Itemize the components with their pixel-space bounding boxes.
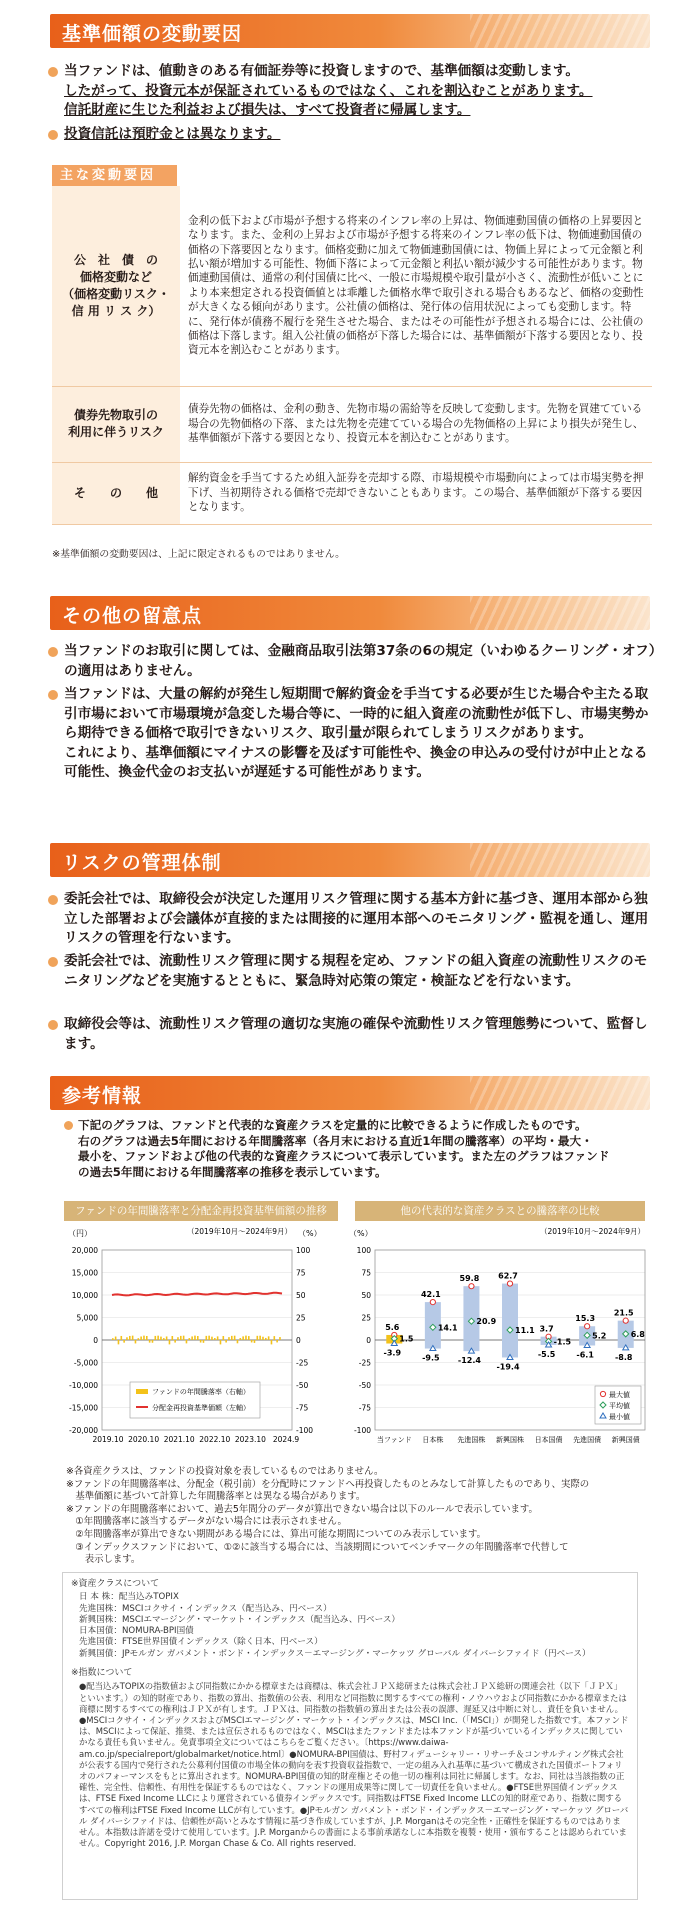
y-axis-label-left: （円） — [68, 1229, 92, 1238]
range-bar — [502, 1284, 518, 1358]
max-marker — [623, 1318, 628, 1323]
return-bar — [203, 1340, 205, 1343]
avg-value-label: 11.1 — [515, 1326, 535, 1336]
bullet-dot-icon — [64, 1121, 73, 1130]
y-tick-label-left: 5,000 — [76, 1313, 98, 1323]
return-bar — [191, 1336, 193, 1340]
return-bar — [152, 1340, 154, 1343]
return-bar — [279, 1337, 281, 1340]
max-marker — [469, 1284, 474, 1289]
y-tick-label-right: 75 — [296, 1268, 306, 1278]
header-stripe-decoration — [470, 596, 650, 630]
x-tick-label: 2024.9 — [272, 1435, 300, 1444]
return-bar — [225, 1340, 227, 1343]
bullet-text: 当ファンドは、大量の解約が発生し短期間で解約資金を手当てする必要が生じた場合や主たる取引市場において市場環境が急変した場合等に、一時的に組入資産の流動性が低下し、市場実勢から期待できる価格で取引できないリスク、取引量が限られてしまうリスクがあります。 — [64, 686, 649, 741]
return-bar — [129, 1336, 131, 1340]
max-value-label: 5.6 — [385, 1322, 400, 1332]
index-disclaimer: ●配当込みTOPIXの指数値および同指数にかかる標章または商標は、株式会社ＪＰＸ総研または株式会社ＪＰＸ総研の関連会社（以下「ＪＰＸ」といいます。）の知的財産であり、指数の算出、指数値の公表、利用など同指数に関するすべての権利・ノウハウおよび同指数にかかる標章または商標に関するすべての権利はＪＰＸが有します。ＪＰＸは、同指数の指数値の算出または公表の誤謬、遅延又は中断に対し、責任を負いません。●MSCIコクサイ・インデックスおよびMSCIエマージング・マーケット・インデックスは、MSCI Inc.（「MSCI」）が開発した指数です。本ファンドは、MSCIによって保証、推奨、または宣伝されるものではなく、MSCIはまたファンドまたは本ファンドが基づいているインデックスに関していかなる責任も負いません。免責事項全文についてはこちらをご覧ください。〔https://www.daiwa-am.co.jp/specialreport/globalmarket/notice.html〕●NOMURA-BPI国債は、野村フィデューシャリー・リサーチ＆コンサルティング株式会社が公表する国内で発行された公募利付国債の市場全体の動向を表す投資収益指数で、一定の組み入れ基準に基づいて構成された国債ポートフォリオのパフォーマンスをもとに算出されます。NOMURA-BPI国債の知的財産権とその他一切の権利は同社に帰属します。なお、同社は当該指数の正確性、完全性、信頼性、有用性を保証するものではなく、ファンドの運用成果等に関して一切責任を負いません。●FTSE世界国債インデックスは、FTSE Fixed Income LLCにより運営されている債券インデックスです。同指数はFTSE Fixed Income LLCの知的財産であり、指数に関するすべての権利はFTSE Fixed Income LLCが有しています。●JPモルガン ガバメント・ボンド・インデックス－エマージング・マーケッツ グローバル ダイバーシファイドは、信頼性が高いとみなす情報に基づき作成していますが、J.P. Morganはその完全性・正確性を保証するものではありません。本指数は許諾を受けて使用しています。J.P. Morganからの書面による事前承諾なしに本指数を複製・使用・頒布することは認められていません。Copyright 2016, J.P. Morgan Chase & Co. All rights reserved. — [79, 1681, 629, 1849]
bullet-dot-icon — [48, 1020, 58, 1030]
y-tick-label: 75 — [361, 1268, 371, 1278]
return-bar — [214, 1338, 216, 1340]
section-header-nav-fluctuation — [50, 14, 650, 48]
return-bar — [197, 1336, 199, 1340]
y-tick-label-left: -5,000 — [73, 1358, 98, 1368]
return-bar — [223, 1336, 225, 1340]
y-tick-label-left: 20,000 — [71, 1246, 98, 1255]
bullet-text: 委託会社では、流動性リスク管理に関する規程を定め、ファンドの組入資産の流動性リスクのモニタリングなどを実施するとともに、緊急時対応策の策定・検証などを行ないます。 — [64, 953, 648, 989]
x-tick-label: 2021.10 — [163, 1435, 195, 1444]
x-tick-label: 2020.10 — [128, 1435, 160, 1444]
risk-label-line: （価格変動リスク・ — [62, 286, 170, 301]
bullet-dot-icon — [48, 67, 58, 77]
return-bar — [143, 1336, 145, 1340]
min-value-label: -9.5 — [422, 1353, 440, 1363]
y-tick-label-left: -15,000 — [69, 1403, 98, 1413]
y-tick-label-right: 25 — [296, 1313, 306, 1323]
y-tick-label-left: 15,000 — [71, 1268, 98, 1278]
bullet-text-line: 当ファンドは、値動きのある有価証券等に投資しますので、基準価額は変動します。 — [64, 63, 579, 79]
return-bar — [140, 1336, 142, 1340]
avg-value-label: 6.8 — [630, 1329, 645, 1339]
return-bar — [163, 1338, 165, 1340]
return-bar — [248, 1336, 250, 1340]
bullet-text-line: 信託財産に生じた利益および損失は、すべて投資者に帰属します。 — [64, 102, 471, 118]
legend-bar-swatch — [136, 1389, 148, 1394]
bullet-dot-icon — [48, 647, 58, 657]
y-tick-label-right: -50 — [296, 1381, 309, 1390]
return-bar — [138, 1338, 140, 1340]
return-bar — [126, 1337, 128, 1340]
header-stripe-decoration — [470, 14, 650, 48]
return-bar — [186, 1340, 188, 1343]
bullet-liquidity-rules — [48, 952, 660, 991]
bullet-dot-icon — [48, 130, 58, 140]
return-bar — [180, 1336, 182, 1340]
max-value-label: 42.1 — [420, 1290, 441, 1300]
return-bar — [259, 1336, 261, 1340]
y-tick-label: 0 — [366, 1336, 371, 1345]
category-label: 先進国株 — [457, 1436, 486, 1444]
y-tick-label: 50 — [361, 1291, 371, 1300]
min-value-label: -12.4 — [457, 1356, 481, 1366]
return-bar — [135, 1340, 137, 1343]
note-line: ③インデックスファンドにおいて、①②に該当する場合には、当該期間についてベンチマークの年間騰落率で代替して — [66, 1541, 569, 1553]
risk-label-line: 債券先物取引の — [73, 408, 158, 422]
bullet-nav-fluctuation — [48, 62, 660, 121]
risk-label — [52, 462, 180, 524]
return-bar — [174, 1340, 176, 1343]
return-bar — [257, 1336, 259, 1340]
asset-class-heading: ※資産クラスについて — [71, 1579, 160, 1589]
note-line: 基準価額に基づいて計算した年間騰落率とは異なる場合があります。 — [66, 1491, 366, 1503]
note-line: 表示します。 — [66, 1554, 141, 1566]
return-bar — [276, 1340, 278, 1342]
note-line: ※ファンドの年間騰落率において、過去5年間分のデータが算出できない場合は以下のルールで表示しています。 — [66, 1503, 538, 1515]
index-heading: ※指数について — [71, 1668, 133, 1679]
y-tick-label-right: 0 — [296, 1336, 301, 1345]
min-value-label: -5.5 — [537, 1349, 556, 1359]
return-bar — [245, 1336, 247, 1340]
return-bar — [262, 1337, 264, 1340]
note-line: ※各資産クラスは、ファンドの投資対象を表しているものではありません。 — [66, 1466, 384, 1477]
risk-description: 債券先物の価格は、金利の動き、先物市場の需給等を反映して変動します。先物を買建てている場合の先物価格の下落、または先物を売建てている場合の先物価格の上昇により損失が発生し、基準価額が下落する要因となり、投資元本を割込むことがあります。 — [180, 386, 652, 462]
max-value-label: 3.7 — [539, 1324, 554, 1334]
max-value-label: 59.8 — [459, 1274, 480, 1284]
return-bar — [183, 1336, 185, 1340]
avg-value-label: 14.1 — [437, 1323, 458, 1333]
risk-factor-table — [52, 186, 652, 525]
category-label: 新興国株 — [496, 1436, 524, 1444]
y-axis-label-right: （%） — [298, 1229, 322, 1238]
return-bar — [121, 1336, 123, 1340]
risk-label-line: 信 用 リ ス ク） — [71, 303, 161, 318]
index-info-box — [62, 1572, 638, 1900]
y-tick-label-right: 100 — [296, 1246, 311, 1255]
max-marker — [585, 1324, 590, 1329]
intro-line: 最小を、ファンドおよび他の代表的な資産クラスについて表示しています。また左のグラフはファンド — [78, 1149, 610, 1163]
y-tick-label: -100 — [353, 1426, 371, 1435]
y-tick-label: 25 — [361, 1313, 371, 1323]
bullet-text: 投資信託は預貯金とは異なります。 — [64, 126, 281, 142]
max-value-label: 15.3 — [575, 1314, 596, 1324]
return-bar — [211, 1337, 213, 1340]
bullet-risk-policy — [48, 890, 660, 949]
intro-line: 右のグラフは過去5年間における年間騰落率（各月末における直近1年間の騰落率）の平均・最大・ — [78, 1133, 593, 1148]
section-header-risk-management — [50, 843, 650, 877]
return-bar — [166, 1336, 168, 1340]
note-line: ②年間騰落率が算出できない期間がある場合には、算出可能な期間についてのみ表示しています。 — [66, 1528, 486, 1540]
bullet-text: 委託会社では、取締役会が決定した運用リスク管理に関する基本方針に基づき、運用本部から独立した部署および会議体が直接的または間接的に運用本部へのモニタリング・監視を通し、運用リスクの管理を行ないます。 — [64, 891, 649, 946]
return-bar — [265, 1338, 267, 1340]
risk-label-line: 公 社 債 の — [73, 252, 158, 267]
bullet-dot-icon — [48, 690, 58, 700]
risk-label-line: 利用に伴うリスク — [68, 425, 164, 439]
return-bar — [254, 1340, 256, 1343]
return-bar — [208, 1336, 210, 1340]
return-bar — [274, 1336, 276, 1340]
intro-line: 下記のグラフは、ファンドと代表的な資産クラスを定量的に比較できるように作成したものです。 — [78, 1118, 587, 1132]
main-factors-tag: 主な変動要因 — [52, 165, 177, 186]
footnote: ※基準価額の変動要因は、上記に限定されるものではありません。 — [52, 549, 345, 560]
return-bar — [220, 1340, 222, 1344]
category-label: 先進国債 — [573, 1436, 602, 1444]
avg-value-label: -1.5 — [553, 1337, 572, 1347]
asset-class-item: 日 本 株：配当込みTOPIX — [79, 1592, 179, 1603]
legend-label: 最小値 — [609, 1413, 630, 1421]
table-row — [52, 462, 652, 524]
asset-class-item: 新興国債：JPモルガン ガバメント・ボンド・インデックス－エマージング・マーケッツ グローバル ダイバーシファイド（円ベース） — [79, 1648, 591, 1659]
bullet-text: これにより、基準価額にマイナスの影響を及ぼす可能性や、換金の申込みの受付けが中止となる可能性、換金代金のお支払いが遅延する可能性があります。 — [64, 744, 648, 780]
legend-max-marker — [600, 1391, 605, 1396]
return-bar — [118, 1340, 120, 1344]
max-marker — [507, 1281, 512, 1286]
return-bar — [240, 1338, 242, 1340]
fund-return-nav-chart — [60, 1222, 350, 1462]
avg-value-label: 5.2 — [592, 1331, 607, 1341]
return-bar — [217, 1336, 219, 1340]
return-bar — [228, 1337, 230, 1340]
section-title: その他の留意点 — [62, 605, 203, 627]
y-tick-label: -50 — [358, 1381, 371, 1390]
bullet-text: 取締役会等は、流動性リスク管理の適切な実施の確保や流動性リスク管理態勢について、監督します。 — [64, 1016, 648, 1052]
risk-label — [52, 386, 180, 462]
max-value-label: 21.5 — [613, 1308, 634, 1318]
legend-label: 平均値 — [609, 1402, 630, 1410]
return-bar — [231, 1336, 233, 1340]
y-tick-label-left: -20,000 — [69, 1426, 98, 1435]
asset-class-list — [71, 1592, 629, 1660]
chart-period: （2019年10月〜2024年9月） — [187, 1227, 292, 1236]
right-chart-title: 他の代表的な資産クラスとの騰落率の比較 — [355, 1201, 645, 1221]
bullet-liquidity — [48, 685, 660, 783]
category-label: 新興国債 — [611, 1436, 640, 1444]
legend-label: 分配金再投資基準価額（左軸） — [152, 1404, 250, 1412]
return-bar — [206, 1336, 208, 1340]
return-bar — [123, 1340, 125, 1343]
return-bar — [115, 1337, 117, 1340]
return-bar — [155, 1336, 157, 1340]
x-tick-label: 2023.10 — [234, 1435, 266, 1444]
x-tick-label: 2019.10 — [92, 1435, 124, 1444]
legend-label: 最大値 — [609, 1391, 630, 1399]
category-label: 日本国債 — [534, 1436, 563, 1444]
bullet-dot-icon — [48, 957, 58, 967]
return-bar — [177, 1337, 179, 1340]
section-title: 参考情報 — [62, 1085, 143, 1107]
return-bar — [112, 1338, 114, 1340]
header-stripe-decoration — [470, 843, 650, 877]
section-title: リスクの管理体制 — [62, 852, 222, 874]
return-bar — [146, 1336, 148, 1340]
y-tick-label: 100 — [356, 1246, 371, 1255]
y-tick-label-right: -75 — [296, 1403, 309, 1413]
asset-class-item: 日本国債：NOMURA-BPI国債 — [79, 1626, 194, 1637]
table-row — [52, 186, 652, 386]
x-tick-label: 2022.10 — [199, 1435, 231, 1444]
y-tick-label-left: 0 — [93, 1336, 98, 1345]
intro-line: の過去5年間における年間騰落率の推移を表示しています。 — [78, 1164, 387, 1179]
y-axis-unit: （%） — [349, 1229, 373, 1238]
reference-intro — [64, 1118, 654, 1180]
bullet-text-line: したがって、投資元本が保証されているものではなく、これを割込むことがあります。 — [64, 82, 593, 99]
bullet-cooling-off — [48, 642, 660, 681]
return-bar — [237, 1340, 239, 1343]
return-bar — [157, 1336, 159, 1340]
risk-label — [52, 186, 180, 386]
y-tick-label-right: 50 — [296, 1291, 306, 1300]
return-bar — [268, 1336, 270, 1340]
header-stripe-decoration — [470, 1076, 650, 1110]
return-bar — [132, 1336, 134, 1340]
risk-label-line: 価格変動など — [79, 269, 152, 284]
risk-label-line: そ の 他 — [73, 485, 158, 500]
return-bar — [234, 1336, 236, 1340]
asset-class-item: 先進国株：MSCIコクサイ・インデックス（配当込み、円ベース） — [79, 1603, 332, 1614]
bullet-board-supervision — [48, 1015, 660, 1054]
min-value-label: -19.4 — [496, 1362, 520, 1372]
note-line: ①年間騰落率に該当するデータがない場合には表示されません。 — [66, 1516, 347, 1528]
note-line: ※ファンドの年間騰落率は、分配金（税引前）を分配時にファンドへ再投資したものとみなして計算したものであり、実際の — [66, 1478, 590, 1490]
return-bar — [149, 1340, 151, 1343]
chart-period: （2019年10月〜2024年9月） — [540, 1227, 645, 1236]
y-tick-label: -75 — [358, 1403, 371, 1413]
return-bar — [194, 1336, 196, 1340]
section-header-reference-info — [50, 1076, 650, 1110]
return-bar — [251, 1340, 253, 1342]
category-label: 日本株 — [422, 1436, 444, 1444]
y-tick-label-left: 10,000 — [71, 1291, 98, 1300]
bullet-dot-icon — [48, 895, 58, 905]
section-title: 基準価額の変動要因 — [62, 23, 243, 45]
avg-value-label: 1.5 — [399, 1334, 414, 1344]
max-marker — [430, 1300, 435, 1305]
left-chart-title: ファンドの年間騰落率と分配金再投資基準価額の推移 — [64, 1201, 338, 1221]
max-value-label: 62.7 — [498, 1271, 518, 1281]
min-value-label: -6.1 — [576, 1350, 594, 1360]
asset-class-item: 新興国株：MSCIエマージング・マーケット・インデックス（配当込み、円ベース） — [79, 1614, 401, 1625]
bullet-not-deposit — [48, 125, 660, 145]
avg-value-label: 20.9 — [476, 1317, 497, 1327]
return-bar — [169, 1340, 171, 1344]
return-bar — [189, 1338, 191, 1340]
asset-class-comparison-chart — [345, 1222, 650, 1462]
min-value-label: -3.9 — [383, 1348, 402, 1358]
risk-description: 金利の低下および市場が予想する将来のインフレ率の上昇は、物価連動国債の価格の上昇要因となります。また、金利の上昇および市場が予想する将来のインフレ率の低下は、物価連動国債の価格の下落要因となります。価格変動に加えて物価連動国債には、物価上昇によって元金額と利払い額が増加する可能性、物価下落によって元金額と利払い額が減少する可能性があります。物価連動国債は、通常の利付国債に比べ、一般に市場規模や取引量が小さく、流動性が低いことにより本来想定される投資価値とは乖離した価格水準で取引される場合もあるなど、価格の変動性が大きくなる傾向があります。公社債の価格は、発行体の信用状況によっても変動します。特に、発行体が債務不履行を発生させた場合、またはその可能性が予想される場合には、公社債の価格は下落します。組入公社債の価格が下落した場合には、基準価額が下落する要因となり、投資元本を割込むことがあります。 — [180, 186, 652, 386]
y-tick-label: -25 — [358, 1358, 371, 1368]
risk-description: 解約資金を手当てするため組入証券を売却する際、市場規模や市場動向によっては市場実勢を押下げ、当初期待される価格で売却できないこともあります。この場合、基準価額が下落する要因となります。 — [180, 462, 652, 524]
section-header-other-notes — [50, 596, 650, 630]
y-tick-label-left: -10,000 — [69, 1381, 98, 1390]
return-bar — [271, 1340, 273, 1344]
asset-class-item: 先進国債：FTSE世界国債インデックス（除く日本、円ベース） — [79, 1637, 323, 1648]
y-tick-label-right: -25 — [296, 1358, 309, 1368]
y-tick-label-right: -100 — [296, 1426, 314, 1435]
chart-notes — [66, 1466, 651, 1567]
table-row — [52, 386, 652, 462]
bullet-text: 当ファンドのお取引に関しては、金融商品取引法第37条の6の規定（いわゆるクーリング・オフ）の適用はありません。 — [64, 643, 656, 679]
return-bar — [200, 1340, 202, 1343]
min-value-label: -8.8 — [614, 1352, 633, 1362]
return-bar — [242, 1336, 244, 1340]
return-bar — [172, 1336, 174, 1340]
return-bar — [160, 1337, 162, 1340]
category-label: 当ファンド — [376, 1436, 412, 1444]
legend-label: ファンドの年間騰落率（右軸） — [152, 1388, 250, 1396]
